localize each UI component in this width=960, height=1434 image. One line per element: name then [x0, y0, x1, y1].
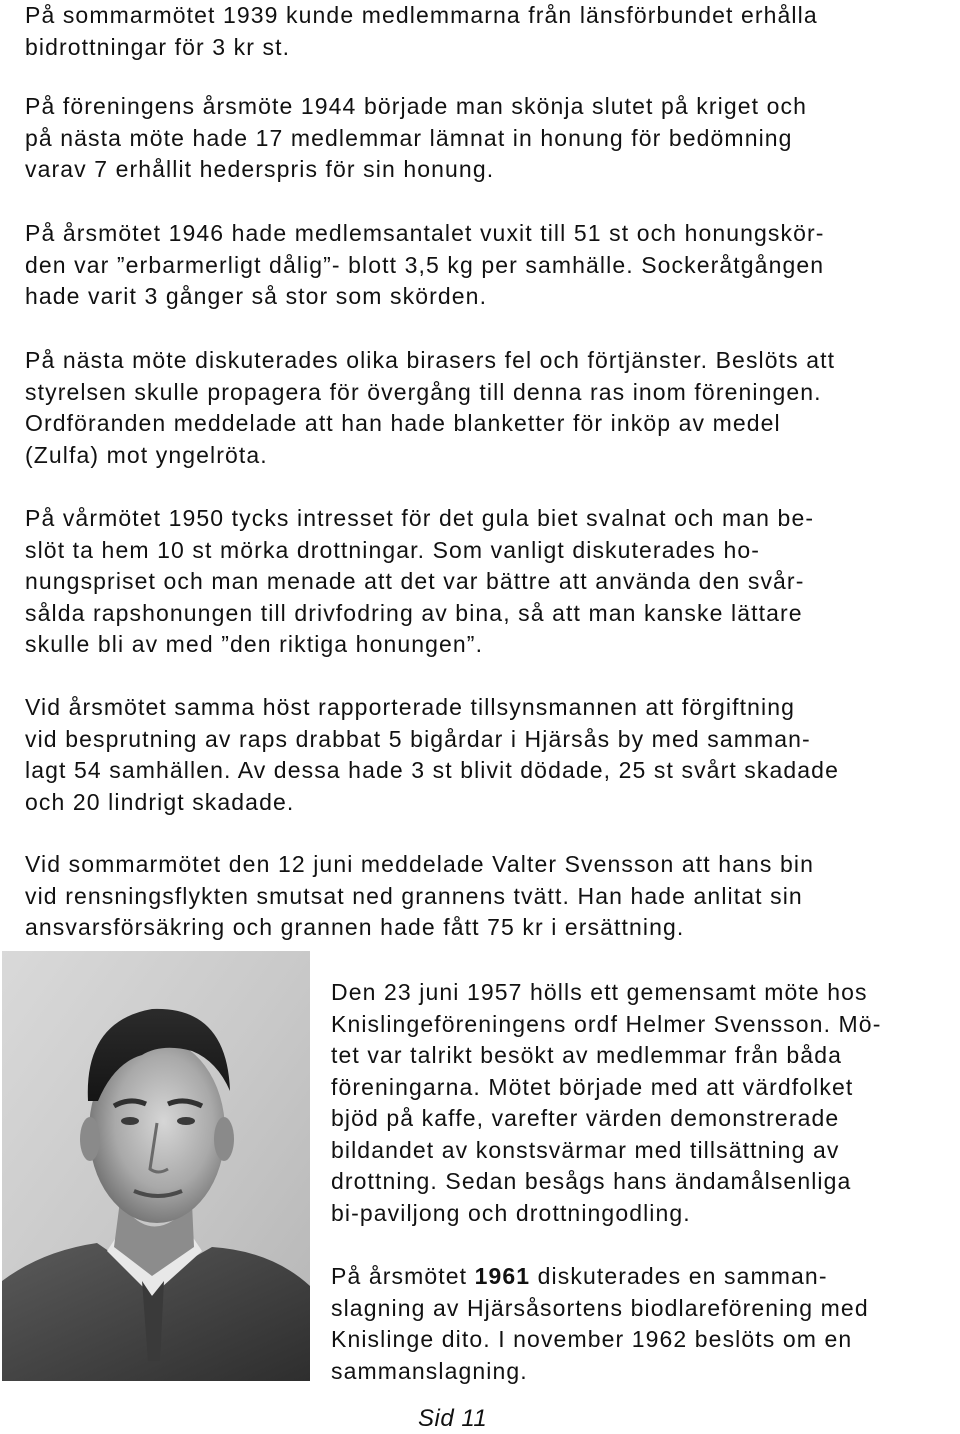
text-line: hade varit 3 gånger så stor som skörden.	[25, 283, 488, 309]
text-line: slöt ta hem 10 st mörka drottningar. Som vanligt diskuterades ho-	[25, 536, 760, 563]
text-line: sammanslagning.	[331, 1357, 528, 1384]
text-line: varav 7 erhållit hederspris för sin honung.	[25, 156, 495, 182]
paragraph-1950	[25, 503, 960, 661]
text-line: styrelsen skulle propagera för övergång till denna ras inom föreningen.	[25, 378, 822, 405]
text-line: På nästa möte diskuterades olika birasers fel och förtjänster. Beslöts att	[25, 347, 836, 373]
text-line: nungspriset och man menade att det var bättre att använda den svår-	[25, 568, 805, 594]
text-line: Vid sommarmötet den 12 juni meddelade Valter Svensson att hans bin	[25, 851, 815, 877]
paragraph-birasers	[25, 345, 960, 471]
text-line: sålda rapshonungen till drivfodring av bina, så att man kanske lättare	[25, 599, 803, 626]
text-line: lagt 54 samhällen. Av dessa hade 3 st blivit dödade, 25 st svårt skadade	[25, 757, 839, 783]
paragraph-1946	[25, 218, 960, 313]
text-prefix: På årsmötet	[331, 1263, 475, 1289]
portrait-image	[2, 951, 310, 1381]
text-line: Ordföranden meddelade att han hade blanketter för inköp av medel	[25, 410, 781, 436]
text-line: Vid årsmötet samma höst rapporterade tillsynsmannen att förgiftning	[25, 694, 796, 720]
text-line: (Zulfa) mot yngelröta.	[25, 441, 268, 468]
side-paragraph-1961	[331, 1261, 960, 1387]
paragraph-1939	[25, 0, 960, 63]
text-line: vid besprutning av raps drabbat 5 bigårdar i Hjärsås by med samman-	[25, 725, 811, 752]
text-line: På föreningens årsmöte 1944 började man skönja slutet på kriget och	[25, 93, 808, 119]
text-line: bi-paviljong och drottningodling.	[331, 1199, 691, 1226]
text-line: bildandet av konstsvärmar med tillsättning av	[331, 1136, 840, 1163]
text-line: tet var talrikt besökt av medlemmar från båda	[331, 1042, 842, 1068]
text-line: På sommarmötet 1939 kunde medlemmarna från länsförbundet erhålla	[25, 2, 818, 28]
text-line: bidrottningar för 3 kr st.	[25, 33, 291, 60]
paragraph-sommarmotet	[25, 849, 960, 944]
text-line: och 20 lindrigt skadade.	[25, 788, 295, 815]
text-suffix: diskuterades en samman-	[530, 1263, 828, 1289]
paragraph-forgiftning	[25, 692, 960, 818]
bold-year: 1961	[474, 1263, 531, 1289]
portrait-photo	[2, 951, 310, 1381]
text-line: skulle bli av med ”den riktiga honungen”.	[25, 631, 484, 657]
text-line: ansvarsförsäkring och grannen hade fått 75 kr i ersättning.	[25, 914, 685, 940]
page-number: Sid 11	[418, 1405, 488, 1432]
text-line: Den 23 juni 1957 hölls ett gemensamt möte hos	[331, 979, 868, 1005]
text-line-with-bold-year	[331, 1261, 960, 1293]
text-line: vid rensningsflykten smutsat ned grannens tvätt. Han hade anlitat sin	[25, 882, 803, 909]
text-line: På vårmötet 1950 tycks intresset för det gula biet svalnat och man be-	[25, 505, 815, 531]
text-line: Knislingeföreningens ordf Helmer Svensson. Mö-	[331, 1010, 882, 1037]
text-line: drottning. Sedan besågs hans ändamålsenliga	[331, 1168, 852, 1194]
side-paragraph-1957	[331, 977, 960, 1229]
text-line: Knislinge dito. I november 1962 beslöts om en	[331, 1326, 853, 1352]
text-line: slagning av Hjärsåsortens biodlareförening med	[331, 1294, 869, 1321]
text-line: den var ”erbarmerligt dålig”- blott 3,5 kg per samhälle. Sockeråtgången	[25, 251, 825, 278]
text-line: på nästa möte hade 17 medlemmar lämnat in honung för bedömning	[25, 124, 793, 151]
paragraph-1944	[25, 91, 960, 186]
text-line: bjöd på kaffe, varefter värden demonstrerade	[331, 1105, 840, 1131]
text-line: föreningarna. Mötet började med att värdfolket	[331, 1073, 854, 1100]
text-line: På årsmötet 1946 hade medlemsantalet vuxit till 51 st och honungskör-	[25, 220, 825, 246]
